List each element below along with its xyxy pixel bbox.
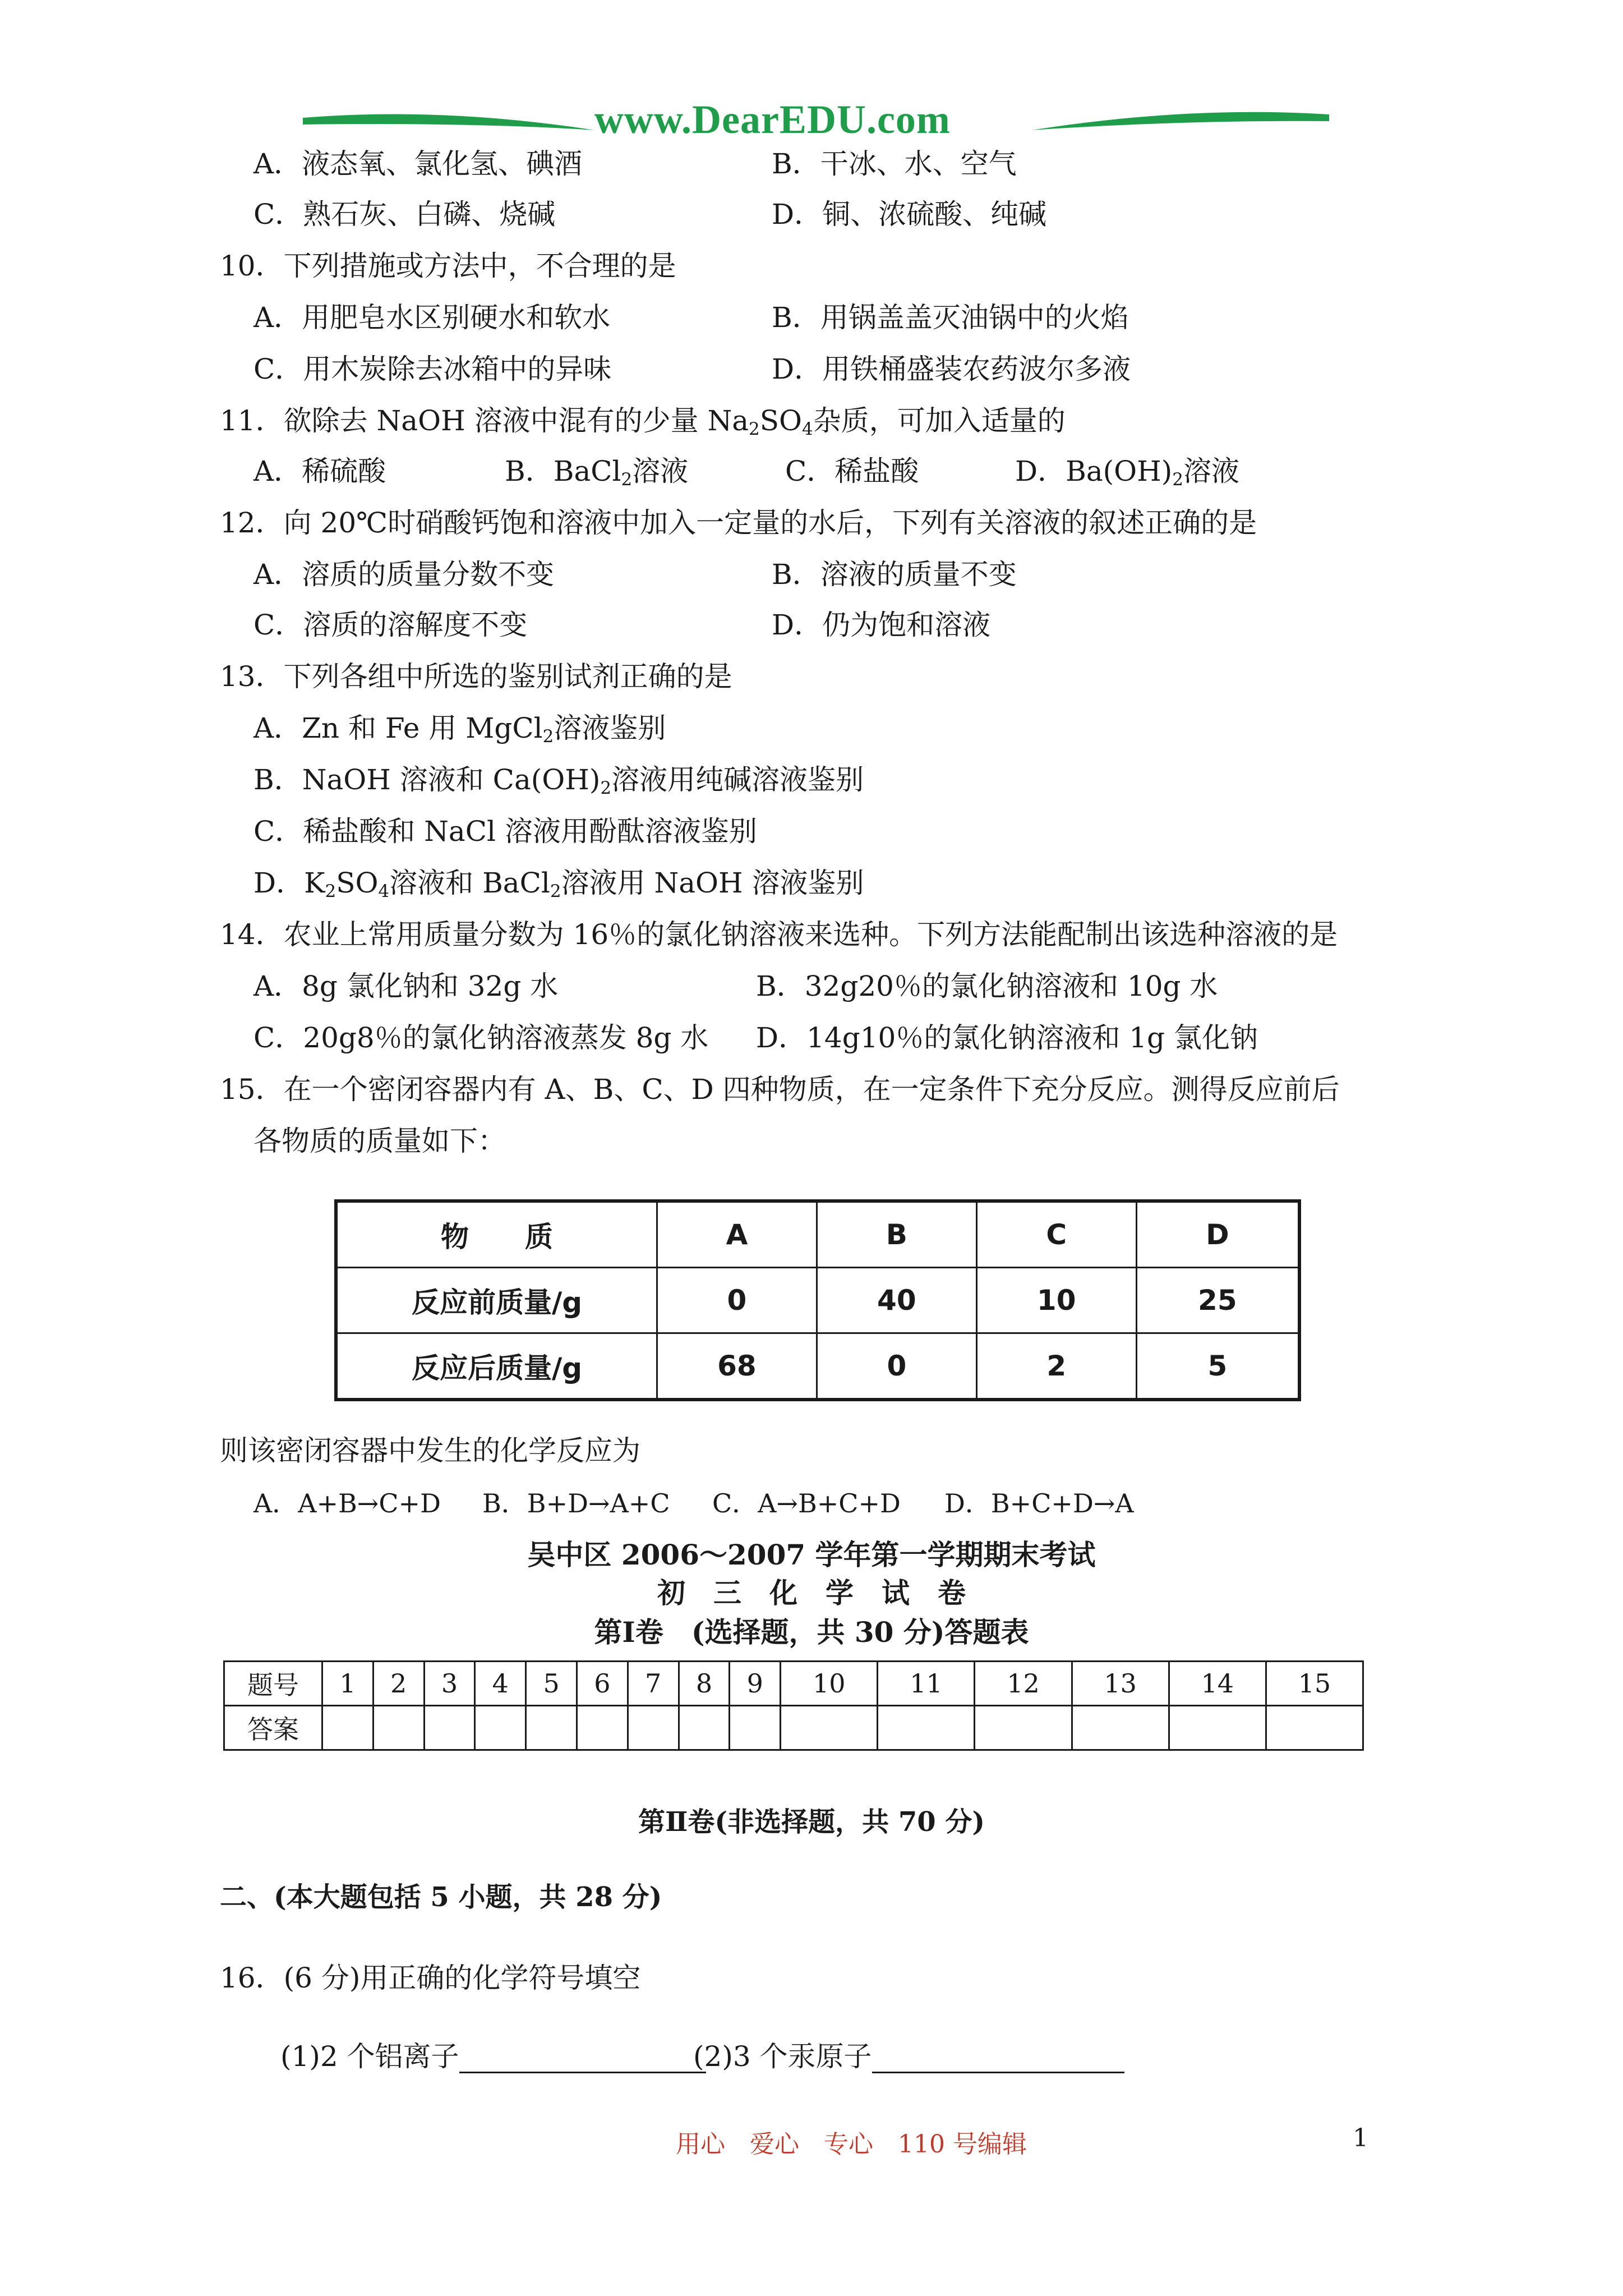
table-header-cell: C (976, 1201, 1136, 1268)
q10-option-d: D．用铁桶盛装农药波尔多液 (772, 353, 1131, 385)
answer-cell[interactable] (577, 1706, 628, 1750)
q10-option-b: B．用锅盖盖灭油锅中的火焰 (772, 301, 1129, 334)
q15-option-b: B．B+D→A+C (482, 1488, 670, 1519)
answer-sheet-table (223, 1660, 1364, 1751)
table-row (336, 1333, 1299, 1400)
q15-option-d: D．B+C+D→A (944, 1488, 1134, 1519)
q16-item-1 (280, 2040, 706, 2073)
q14-option-a: A．8g 氯化钠和 32g 水 (253, 970, 559, 1002)
question-number-cell: 6 (577, 1662, 628, 1706)
answer-cell[interactable] (878, 1706, 975, 1750)
q14-option-d: D．14g10％的氯化钠溶液和 1g 氯化钠 (756, 1022, 1258, 1054)
q14-stem: 14．农业上常用质量分数为 16％的氯化钠溶液来选种。下列方法能配制出该选种溶液的是 (220, 918, 1338, 951)
answer-cell[interactable] (373, 1706, 424, 1750)
q13-option-b: B．NaOH 溶液和 $Ca(OH)_2$溶液用纯碱溶液鉴别 (253, 763, 864, 798)
question-number-cell: 11 (878, 1662, 975, 1706)
q15-stem-line1: 15．在一个密闭容器内有 A、B、C、D 四种物质，在一定条件下充分反应。测得反应前后 (220, 1073, 1340, 1106)
table-row (336, 1268, 1299, 1333)
answer-cell[interactable] (781, 1706, 878, 1750)
table-cell: 25 (1136, 1268, 1299, 1333)
q10-option-a: A．用肥皂水区别硬水和软水 (253, 301, 611, 334)
q15-conclusion: 则该密闭容器中发生的化学反应为 (220, 1434, 640, 1467)
q15-option-c: C．A→B+C+D (712, 1488, 901, 1519)
table-cell: 0 (817, 1333, 976, 1400)
answer-cell[interactable] (628, 1706, 679, 1750)
footer-note: 用心 爱心 专心 110 号编辑 (676, 2130, 1027, 2159)
question-number-cell: 5 (526, 1662, 577, 1706)
table-cell: 2 (976, 1333, 1136, 1400)
question-number-cell: 9 (730, 1662, 781, 1706)
section1-title: 第Ⅰ卷 (选择题，共 30 分)答题表 (594, 1616, 1029, 1649)
section2-title: 第Ⅱ卷(非选择题，共 70 分) (638, 1806, 985, 1838)
table-cell: 40 (817, 1268, 976, 1333)
table-cell: 68 (657, 1333, 817, 1400)
table-cell: 反应前质量/g (336, 1268, 657, 1333)
question-number-cell: 3 (424, 1662, 475, 1706)
q9-option-d: D．铜、浓硫酸、纯碱 (772, 198, 1047, 231)
answer-cell[interactable] (322, 1706, 374, 1750)
question-number-cell: 2 (373, 1662, 424, 1706)
table-header-cell: 物 质 (336, 1201, 657, 1268)
q9-option-a: A．液态氧、氯化氢、碘酒 (253, 148, 583, 180)
table-cell: 反应后质量/g (336, 1333, 657, 1400)
q10-option-c: C．用木炭除去冰箱中的异味 (253, 353, 612, 385)
q14-option-b: B．32g20％的氯化钠溶液和 10g 水 (756, 970, 1218, 1002)
q12-option-b: B．溶液的质量不变 (772, 558, 1017, 591)
q16-item-2-blank[interactable] (872, 2044, 1124, 2073)
question-number-cell: 8 (679, 1662, 730, 1706)
q10-stem: 10．下列措施或方法中，不合理的是 (220, 250, 676, 282)
q16-item-1-blank[interactable] (459, 2044, 706, 2073)
q14-option-c: C．20g8％的氯化钠溶液蒸发 8g 水 (253, 1022, 709, 1054)
q9-option-b: B．干冰、水、空气 (772, 148, 1017, 180)
q12-option-d: D．仍为饱和溶液 (772, 609, 991, 641)
question-number-cell: 14 (1169, 1662, 1266, 1706)
question-number-row (224, 1662, 1363, 1706)
q11-option-b: B．BaCl$_2$溶液 (505, 455, 689, 490)
table-header-cell: D (1136, 1201, 1299, 1268)
question-number-cell: 4 (475, 1662, 526, 1706)
q12-stem: 12．向 20℃时硝酸钙饱和溶液中加入一定量的水后，下列有关溶液的叙述正确的是 (220, 507, 1257, 539)
answer-cell[interactable] (424, 1706, 475, 1750)
q16-item-1-label: (1)2 个铝离子 (280, 2040, 459, 2073)
table-header-row (336, 1201, 1299, 1268)
question-number-cell: 13 (1072, 1662, 1169, 1706)
q11-option-d: D．$Ba(OH)_2$溶液 (1015, 455, 1239, 490)
answer-cell[interactable] (1266, 1706, 1363, 1750)
q13-option-d: D．$K_2SO_4$溶液和 BaCl$_2$溶液用 NaOH 溶液鉴别 (253, 867, 864, 901)
mass-data-table (334, 1199, 1301, 1401)
q11-option-a: A．稀硫酸 (253, 455, 386, 487)
exam-subtitle: 初 三 化 学 试 卷 (657, 1576, 966, 1609)
table-header-cell: A (657, 1201, 817, 1268)
answer-cell[interactable] (1072, 1706, 1169, 1750)
q15-option-a: A．A+B→C+D (253, 1488, 441, 1519)
q11-stem: 11．欲除去 NaOH 溶液中混有的少量 $Na_2SO_4$杂质，可加入适量的 (220, 404, 1066, 439)
q9-option-c: C．熟石灰、白磷、烧碱 (253, 198, 556, 231)
q13-stem: 13．下列各组中所选的鉴别试剂正确的是 (220, 660, 732, 693)
answer-row (224, 1706, 1363, 1750)
q16-item-2-label: (2)3 个汞原子 (693, 2040, 872, 2073)
exam-title: 吴中区 2006～2007 学年第一学期期末考试 (527, 1538, 1096, 1571)
question-number-cell: 7 (628, 1662, 679, 1706)
part2-heading: 二、(本大题包括 5 小题，共 28 分) (220, 1881, 662, 1913)
answer-cell[interactable] (1169, 1706, 1266, 1750)
q13-option-a: A．Zn 和 Fe 用 MgCl$_2$溶液鉴别 (253, 712, 666, 747)
question-number-cell: 12 (975, 1662, 1072, 1706)
answer-cell[interactable] (475, 1706, 526, 1750)
site-brand: www.DearEDU.com (594, 97, 951, 142)
table-cell: 0 (657, 1268, 817, 1333)
q12-option-c: C．溶质的溶解度不变 (253, 609, 528, 641)
q11-option-c: C．稀盐酸 (785, 455, 919, 487)
question-number-cell: 15 (1266, 1662, 1363, 1706)
q13-option-c: C．稀盐酸和 NaCl 溶液用酚酞溶液鉴别 (253, 815, 757, 848)
answer-cell[interactable] (526, 1706, 577, 1750)
answer-cell[interactable] (975, 1706, 1072, 1750)
q16-item-2 (693, 2040, 1124, 2073)
question-number-cell: 10 (781, 1662, 878, 1706)
table-cell: 5 (1136, 1333, 1299, 1400)
page-number: 1 (1353, 2124, 1368, 2152)
answer-cell[interactable] (679, 1706, 730, 1750)
question-number-cell: 1 (322, 1662, 374, 1706)
q16-stem: 16．(6 分)用正确的化学符号填空 (220, 1962, 641, 1994)
q12-option-a: A．溶质的质量分数不变 (253, 558, 555, 591)
row-header: 答案 (224, 1706, 322, 1750)
table-header-cell: B (817, 1201, 976, 1268)
answer-cell[interactable] (730, 1706, 781, 1750)
row-header: 题号 (224, 1662, 322, 1706)
table-cell: 10 (976, 1268, 1136, 1333)
q15-stem-line2: 各物质的质量如下： (253, 1125, 506, 1157)
